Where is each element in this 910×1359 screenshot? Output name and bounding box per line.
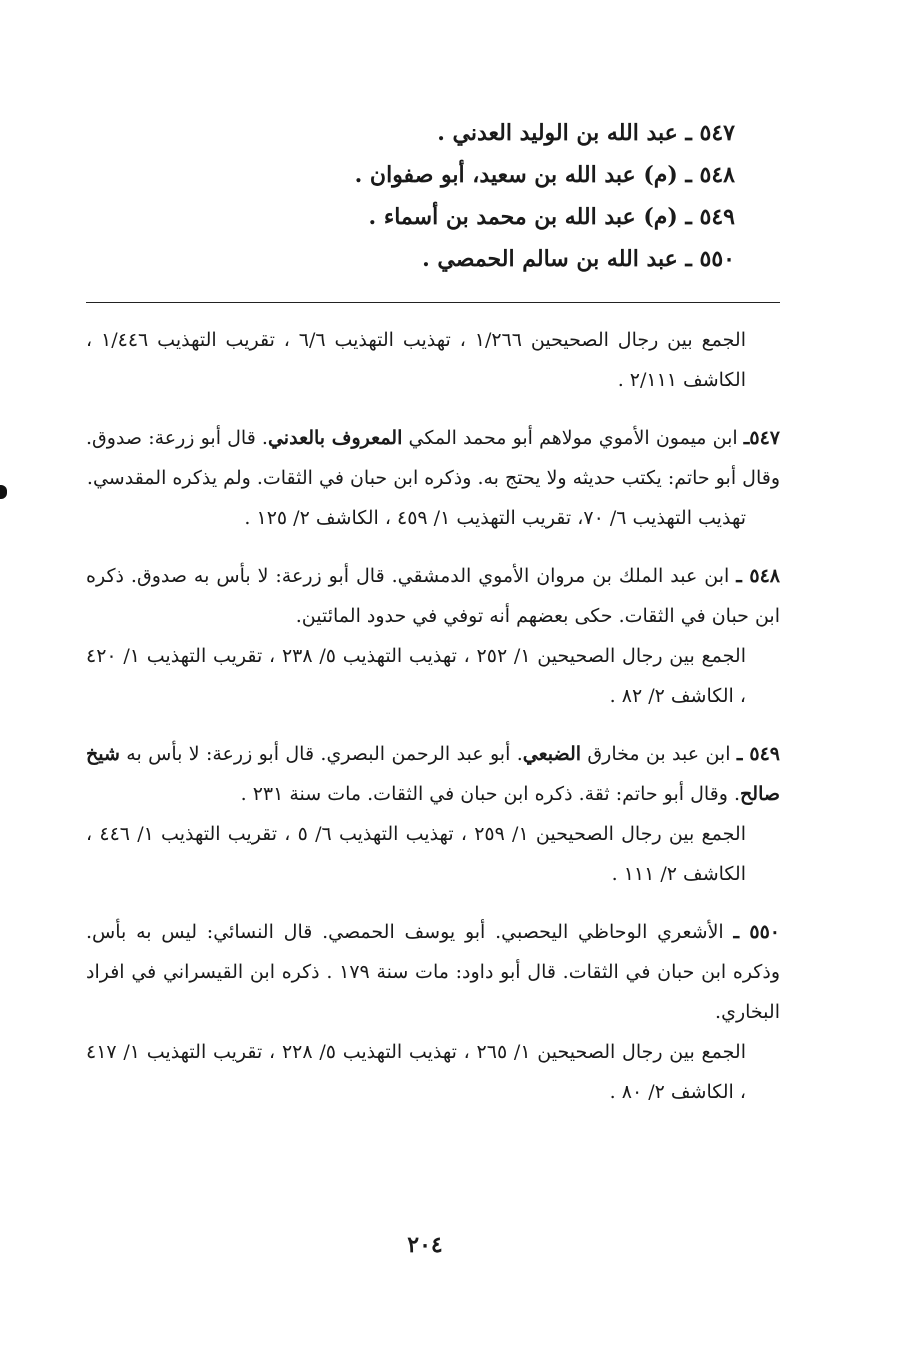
note-550-number: ٥٥٠ ـ: [733, 921, 780, 943]
footnotes: [86, 320, 780, 1130]
main-entry-547: ٥٤٧ ـ عبد الله بن الوليد العدني .: [437, 120, 735, 146]
note-549-bio: [86, 734, 780, 814]
footnote-divider: [86, 302, 780, 303]
note-549: [86, 734, 780, 894]
note-547-number: ٥٤٧ـ: [743, 427, 780, 449]
note-547-bio-bold: المعروف بالعدني: [267, 427, 403, 449]
page-number: ٢٠٤: [407, 1232, 443, 1258]
main-entry-548: ٥٤٨ ـ (م) عبد الله بن سعيد، أبو صفوان .: [354, 162, 735, 188]
note-547-bio-b: . قال أبو زرعة: صدوق. وقال أبو حاتم: يكتب حديثه ولا يحتج به. وذكره ابن حبان في الثقات. ولم يذكره المقدسي.: [86, 427, 780, 489]
note-549-number: ٥٤٩ ـ: [736, 743, 780, 765]
note-550-bio: [86, 912, 780, 1032]
note-549-refs: الجمع بين رجال الصحيحين ١/ ٢٥٩ ، تهذيب التهذيب ٦/ ٥ ، تقريب التهذيب ١/ ٤٤٦ ، الكاشف ٢/ ١١١ .: [86, 823, 746, 885]
note-549-bio-a: ابن عبد بن مخارق: [581, 743, 737, 765]
main-entry-549: ٥٤٩ ـ (م) عبد الله بن محمد بن أسماء .: [368, 204, 735, 230]
note-550-refs: الجمع بين رجال الصحيحين ١/ ٢٦٥ ، تهذيب التهذيب ٥/ ٢٢٨ ، تقريب التهذيب ١/ ٤١٧ ، الكاشف ٢/ ٨٠ .: [86, 1041, 746, 1103]
note-548-bio: [86, 556, 780, 636]
note-549-bio-bold1: الضبعي: [522, 743, 582, 765]
note-548-bio-text: ابن عبد الملك بن مروان الأموي الدمشقي. قال أبو زرعة: لا بأس به صدوق. ذكره ابن حبان في الثقات. حكى بعضهم أنه توفي في حدود المائتين.: [86, 565, 780, 627]
note-548-refs: الجمع بين رجال الصحيحين ١/ ٢٥٢ ، تهذيب التهذيب ٥/ ٢٣٨ ، تقريب التهذيب ١/ ٤٢٠ ، الكاشف ٢/ ٨٢ .: [86, 645, 746, 707]
scan-edge-mark: [0, 485, 7, 499]
main-entries-list: [215, 112, 735, 280]
note-550-bio-text: الأشعري الوحاظي اليحصبي. أبو يوسف الحمصي. قال النسائي: ليس به بأس. وذكره ابن حبان في الثقات. قال أبو داود: مات سنة ١٧٩ . ذكره ابن القيسراني في افراد البخاري.: [86, 921, 780, 1023]
note-preceding-refs: الجمع بين رجال الصحيحين ١/٢٦٦ ، تهذيب التهذيب ٦/٦ ، تقريب التهذيب ١/٤٤٦ ، الكاشف ٢/١١١ .: [86, 329, 746, 391]
note-548: [86, 556, 780, 716]
note-547-refs: تهذيب التهذيب ٦/ ٧٠، تقريب التهذيب ١/ ٤٥٩ ، الكاشف ٢/ ١٢٥ .: [244, 507, 746, 529]
note-547-bio-a: ابن ميمون الأموي مولاهم أبو محمد المكي: [402, 427, 744, 449]
note-549-bio-b: . أبو عبد الرحمن البصري. قال أبو زرعة: لا بأس به: [119, 743, 523, 765]
note-547: [86, 418, 780, 538]
main-entry-550: ٥٥٠ ـ عبد الله بن سالم الحمصي .: [422, 246, 735, 272]
note-549-bio-bold2: شيخ صالح: [86, 743, 780, 805]
note-550: [86, 912, 780, 1112]
note-548-number: ٥٤٨ ـ: [736, 565, 780, 587]
note-549-bio-c: . وقال أبو حاتم: ثقة. ذكره ابن حبان في الثقات. مات سنة ٢٣١ .: [240, 783, 741, 805]
note-547-bio: [86, 418, 780, 498]
note-preceding: [86, 320, 780, 400]
